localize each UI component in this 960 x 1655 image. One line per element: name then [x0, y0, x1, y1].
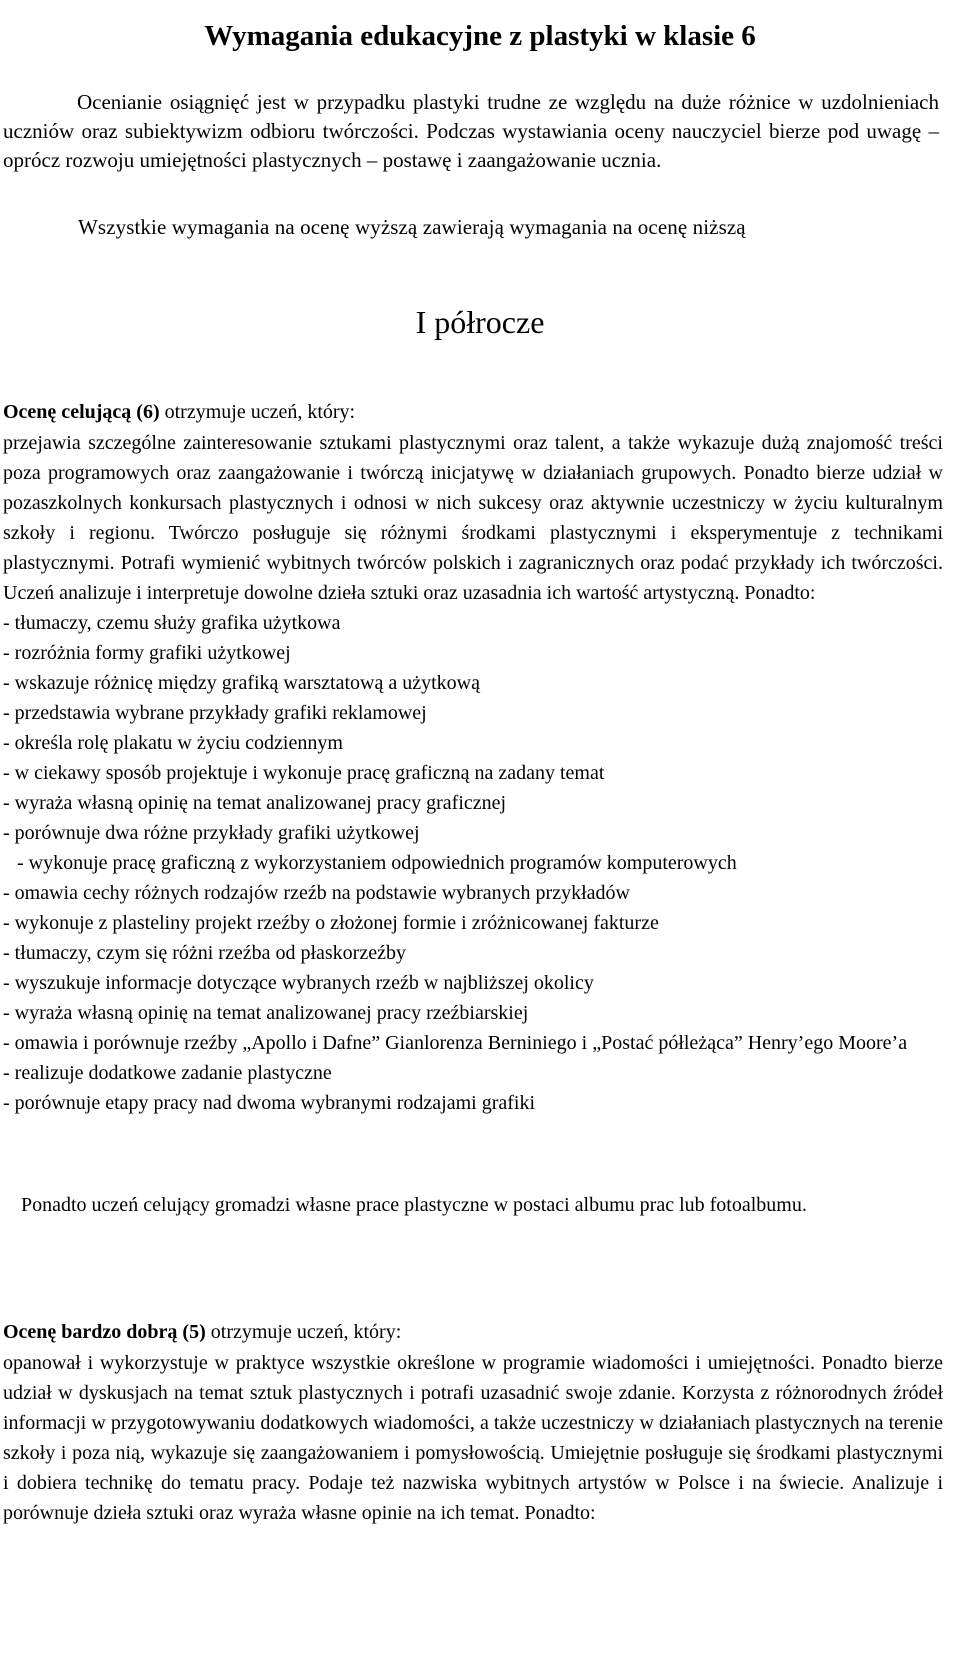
grade-6-section [3, 428, 943, 1118]
grade-6-heading-rest: otrzymuje uczeń, który: [159, 401, 356, 423]
grade-6-description: przejawia szczególne zainteresowanie sztukami plastycznymi oraz talent, a także wykazuje dużą znajomość treści poza programowych oraz zaangażowanie i twórczą inicjatywę w działaniach grupowych. Ponadto bierze udział w pozaszkolnych konkursach plastycznych i odnosi w nich sukcesy oraz aktywnie uczestniczy w życiu kulturalnym szkoły i regionu. Twórczo posługuje się różnymi środkami plastycznymi i eksperymentuje z technikami plastycznymi. Potrafi wymienić wybitnych twórców polskich i zagranicznych oraz podać przykłady ich twórczości. Uczeń analizuje i interpretuje dowolne dzieła sztuki oraz uzasadnia ich wartość artystyczną. Ponadto: [3, 432, 943, 604]
intro-paragraph [3, 88, 939, 175]
list-item: - omawia cechy różnych rodzajów rzeźb na podstawie wybranych przykładów [3, 882, 630, 904]
list-item: - wyszukuje informacje dotyczące wybranych rzeźb w najbliższej okolicy [3, 972, 594, 994]
list-item: - wykonuje pracę graficzną z wykorzystaniem odpowiednich programów komputerowych [17, 852, 737, 874]
list-item: - tłumaczy, czym się różni rzeźba od płaskorzeźby [3, 942, 406, 964]
grade-6-heading [3, 398, 355, 426]
list-item: - realizuje dodatkowe zadanie plastyczne [3, 1062, 332, 1084]
closing-text: Ponadto uczeń celujący gromadzi własne prace plastyczne w postaci albumu prac lub fotoalbumu. [21, 1194, 807, 1216]
grade-5-heading [3, 1318, 401, 1346]
grade-5-heading-rest: otrzymuje uczeń, który: [205, 1321, 402, 1343]
list-item: - wyraża własną opinię na temat analizowanej pracy graficznej [3, 792, 507, 814]
grade-6-closing [3, 1190, 923, 1220]
list-item: - wyraża własną opinię na temat analizowanej pracy rzeźbiarskiej [3, 1002, 529, 1024]
list-item: - rozróżnia formy grafiki użytkowej [3, 642, 291, 664]
list-item: - porównuje etapy pracy nad dwoma wybranymi rodzajami grafiki [3, 1092, 536, 1114]
semester-heading: I półrocze [415, 304, 545, 340]
grade-5-label: Ocenę bardzo dobrą (5) [3, 1321, 206, 1343]
grade-6-label: Ocenę celującą (6) [3, 401, 160, 423]
list-item: - porównuje dwa różne przykłady grafiki użytkowej [3, 822, 420, 844]
grade-6-list [3, 608, 943, 1118]
document-title: Wymagania edukacyjne z plastyki w klasie 6 [204, 20, 756, 53]
list-item: - określa rolę plakatu w życiu codziennym [3, 732, 343, 754]
intro-text: Ocenianie osiągnięć jest w przypadku plastyki trudne ze względu na duże różnice w uzdolnieniach uczniów oraz subiektywizm odbioru twórczości. Podczas wystawiania oceny nauczyciel bierze pod uwagę – oprócz rozwoju umiejętności plastycznych – postawę i zaangażowanie ucznia. [3, 90, 939, 172]
list-item: - wykonuje z plasteliny projekt rzeźby o złożonej formie i zróżnicowanej fakturze [3, 912, 659, 934]
grade-5-description: opanował i wykorzystuje w praktyce wszystkie określone w programie wiadomości i umiejętności. Ponadto bierze udział w dyskusjach na temat sztuk plastycznych i potrafi uzasadnić swoje zdanie. Korzysta z różnorodnych źródeł informacji w przygotowywaniu dodatkowych wiadomości, a także uczestniczy w działaniach plastycznych na terenie szkoły i poza nią, wykazuje się zaangażowaniem i pomysłowością. Umiejętnie posługuje się środkami plastycznymi i dobiera technikę do tematu pracy. Podaje też nazwiska wybitnych artystów w Polsce i na świecie. Analizuje i porównuje dzieła sztuki oraz wyraża własne opinie na ich temat. Ponadto: [3, 1352, 943, 1524]
list-item: - w ciekawy sposób projektuje i wykonuje pracę graficzną na zadany temat [3, 762, 605, 784]
list-item: - tłumaczy, czemu służy grafika użytkowa [3, 612, 341, 634]
list-item: - omawia i porównuje rzeźby „Apollo i Dafne” Gianlorenza Berniniego i „Postać półleżąca” Henry’ego Moore’a [3, 1032, 908, 1054]
list-item: - przedstawia wybrane przykłady grafiki reklamowej [3, 702, 427, 724]
requirements-note: Wszystkie wymagania na ocenę wyższą zawierają wymagania na ocenę niższą [78, 215, 746, 239]
list-item: - wskazuje różnicę między grafiką warsztatową a użytkową [3, 672, 481, 694]
